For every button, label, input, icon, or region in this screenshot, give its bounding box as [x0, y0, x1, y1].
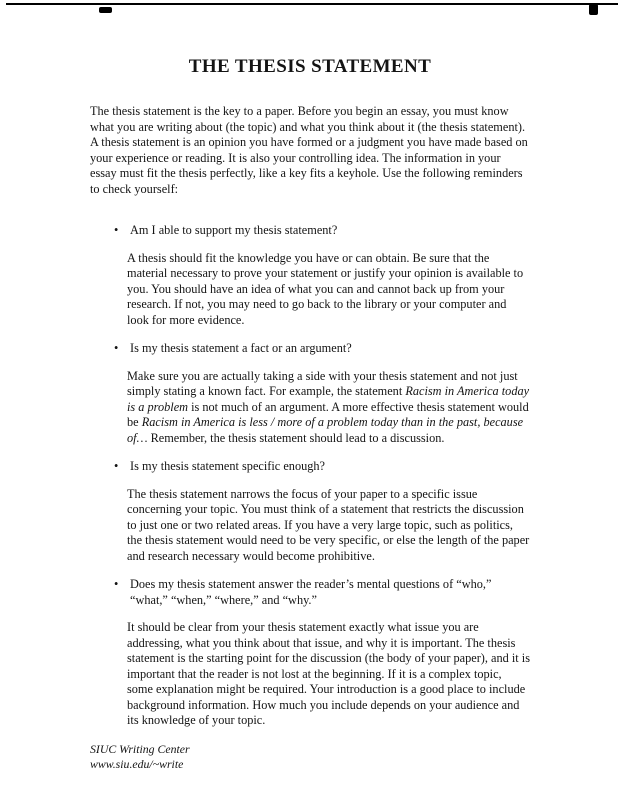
- text-segment: Make sure you are actually taking a side with your thesis statement and not just simply stating a known fact. For example, the statement: [127, 368, 518, 398]
- bullet-paragraph: [127, 369, 530, 447]
- bullet-question: [90, 577, 530, 608]
- footer-org: SIUC Writing Center: [90, 741, 190, 756]
- bullet-icon: [114, 223, 118, 239]
- text-segment: Remember, the thesis statement should lead to a discussion.: [147, 430, 445, 445]
- bullet-question: [90, 459, 530, 475]
- bullet-paragraph: A thesis should fit the knowledge you have or can obtain. Be sure that the material necessary to prove your statement or justify your opinion is available to you. You should have an idea of what you can and cannot back up from your research. If not, you may need to go back to the library or your computer and look for more evidence.: [127, 250, 524, 327]
- scan-artifact-top-line: [6, 3, 618, 5]
- scan-artifact-mark-left: [99, 7, 112, 13]
- bullet-question-label: Does my thesis statement answer the reader’s mental questions of “who,” “what,” “when,” “where,” and “why.”: [130, 577, 492, 607]
- scan-artifact-mark-right: [589, 4, 598, 15]
- page-title: THE THESIS STATEMENT: [188, 56, 432, 77]
- bullet-list: [90, 223, 530, 729]
- italic-example-segment: Racism in America today is a problem: [127, 384, 530, 414]
- bullet-paragraph: It should be clear from your thesis statement exactly what issue you are addressing, what you think about that issue, and why it is important. The thesis statement is the starting point for the discussion (the body of your paper), and it is important that the reader is not lost at the beginning. If it is a complex topic, some explanation might be required. Your introduction is a good place to include background information. How much you include depends on your audience and its knowledge of your topic.: [127, 620, 530, 727]
- bullet-section-specific-enough: [90, 459, 530, 564]
- italic-example-segment: Racism in America is less / more of a problem today than in the past, because of…: [127, 415, 524, 445]
- bullet-question-label: Am I able to support my thesis statement?: [130, 223, 338, 237]
- bullet-paragraph: The thesis statement narrows the focus of your paper to a specific issue concerning your topic. You must think of a statement that restricts the discussion to just one or two related areas. If you have a very large topic, such as politics, the thesis statement would need to be very specific, or else the length of the paper and research necessary would become prohibitive.: [127, 486, 530, 563]
- bullet-question-label: Is my thesis statement specific enough?: [130, 459, 325, 473]
- bullet-icon: [114, 577, 118, 593]
- bullet-icon: [114, 341, 118, 357]
- footer-url: www.siu.edu/~write: [90, 756, 184, 771]
- bullet-section-support: [90, 223, 530, 328]
- bullet-question: [90, 341, 530, 357]
- intro-paragraph: The thesis statement is the key to a paper. Before you begin an essay, you must know what you are writing about (the topic) and what you think about it (the thesis statement). A thesis statement is an opinion you have formed or a judgment you have made based on your experience or reading. It is also your controlling idea. The information in your essay must fit the thesis perfectly, like a key fits a keyhole. Use the following reminders to check yourself:: [90, 104, 528, 196]
- bullet-section-mental-questions: [90, 577, 530, 729]
- bullet-question: [90, 223, 530, 239]
- document-footer: [0, 742, 618, 772]
- text-segment: is not much of an argument. A more effective thesis statement would be: [127, 399, 529, 429]
- bullet-question-label: Is my thesis statement a fact or an argument?: [130, 341, 352, 355]
- bullet-icon: [114, 459, 118, 475]
- bullet-section-fact-or-argument: [90, 341, 530, 446]
